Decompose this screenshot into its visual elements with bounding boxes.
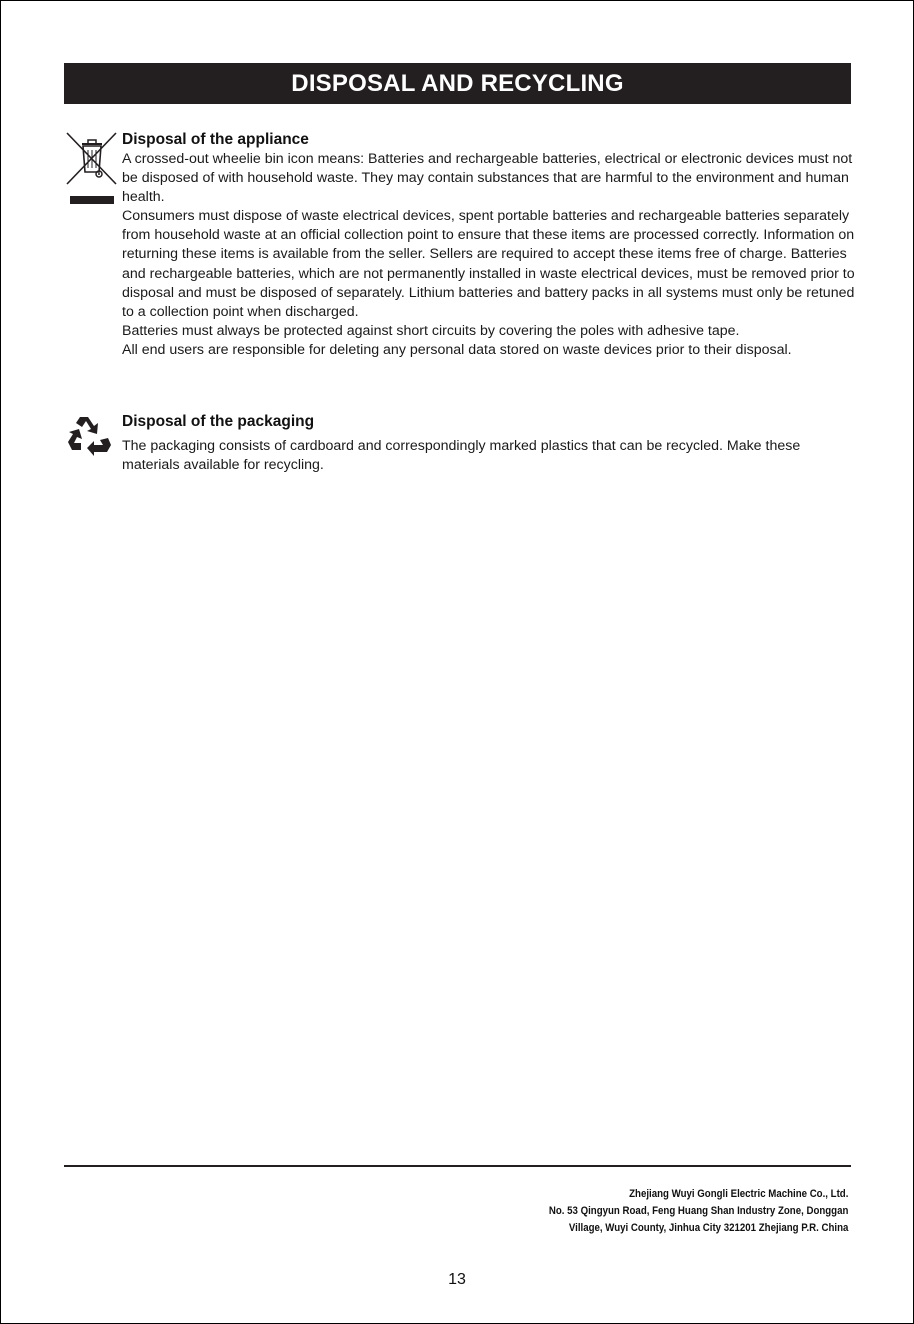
appliance-heading: Disposal of the appliance: [122, 131, 309, 148]
appliance-paragraph-3: Batteries must always be protected against short circuits by covering the poles with adhesive tape.: [122, 322, 740, 339]
footer-divider: [64, 1165, 851, 1167]
company-address-line-1: No. 53 Qingyun Road, Feng Huang Shan Industry Zone, Donggan: [548, 1205, 848, 1217]
appliance-section-body: [122, 130, 856, 360]
crossed-out-wheelie-bin-icon: [64, 130, 120, 195]
recycling-svg: [64, 412, 114, 458]
appliance-paragraph-2: Consumers must dispose of waste electrical devices, spent portable batteries and rechargeable batteries separately from household waste at an official collection point to ensure that these items are processed correctly. Information on returning these items is available from the seller. Sellers are required to accept these items free of charge. Batteries and rechargeable batteries, which are not permanently installed in waste electrical devices, must be removed prior to disposal and must be disposed of separately. Lithium batteries and battery packs in all systems must only be retuned to a collection point when discharged.: [122, 208, 855, 320]
wheelie-bin-svg: [64, 130, 120, 190]
company-address-line-2: Village, Wuyi County, Jinhua City 321201 Zhejiang P.R. China: [568, 1222, 848, 1234]
appliance-paragraph-1: A crossed-out wheelie bin icon means: Batteries and rechargeable batteries, electrical or electronic devices must not be disposed of with household waste. They may contain substances that are harmful to the environment and human health.: [122, 151, 853, 206]
packaging-heading: Disposal of the packaging: [122, 413, 315, 430]
page-title: DISPOSAL AND RECYCLING: [291, 69, 624, 97]
page-title-bar: [64, 63, 851, 104]
recycling-icon: [64, 412, 120, 463]
company-name: Zhejiang Wuyi Gongli Electric Machine Co., Ltd.: [628, 1188, 848, 1200]
company-address: [548, 1186, 848, 1237]
appliance-paragraph-4: All end users are responsible for deleting any personal data stored on waste devices prior to their disposal.: [122, 341, 792, 358]
packaging-section-body: [122, 412, 856, 475]
page-number: 13: [448, 1271, 466, 1288]
weee-date-bar: [70, 196, 114, 204]
packaging-paragraph: The packaging consists of cardboard and correspondingly marked plastics that can be recycled. Make these materials available for recycling.: [122, 438, 801, 474]
